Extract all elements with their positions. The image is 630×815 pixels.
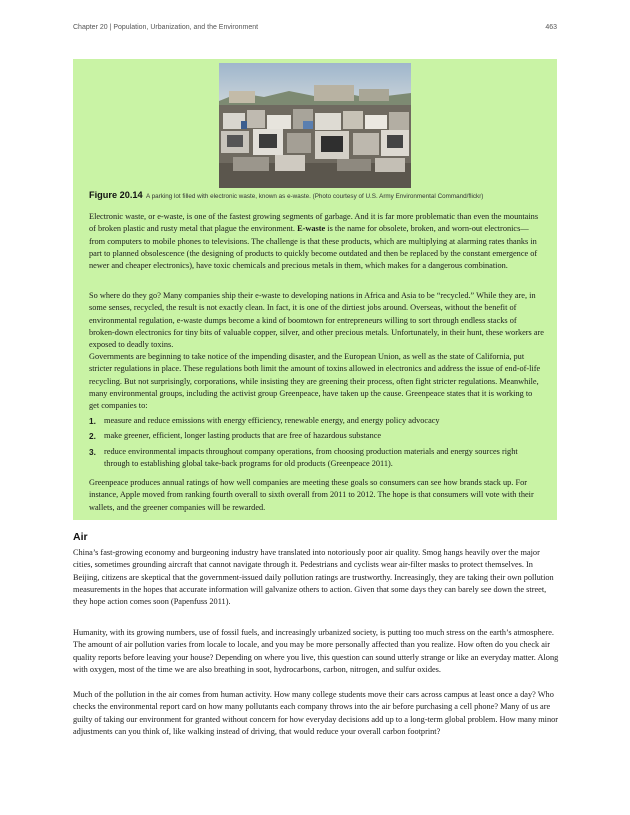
air-paragraph-1: China’s fast-growing economy and burgeoning industry have translated into notoriously poor air quality. Smog hangs heavily over the major cities, sometimes grounding aircraft that cannot navigate through it. Pedestrians and cyclists wear air-filter masks to protect themselves. In Beijing, citizens are skeptical that the government-issued daily pollution ratings are trustworthy. Increasingly, they are taking their own pollution measurements in the hopes that accurate information will galvanize others to action. Given that some days they can barely see down the street, they hope action comes soon (Papenfuss 2011). xyxy=(73,548,554,607)
chapter-title: Chapter 20 | Population, Urbanization, and the Environment xyxy=(73,24,259,31)
feature-box xyxy=(73,59,557,520)
feature-paragraph-4: Greenpeace produces annual ratings of how well companies are meeting these goals so consumers can see how brands stack up. For instance, Apple moved from ranking fourth overall to sixth overall from 2011 to 2012. The hope is that consumers will vote with their wallets, and the greener companies will be rewarded. xyxy=(89,478,534,512)
figure-caption-text: A parking lot filled with electronic waste, known as e-waste. (Photo courtesy of U.S. Army Environmental Command/flickr) xyxy=(146,193,484,200)
figure-label: Figure 20.14 xyxy=(89,190,143,200)
feature-paragraph-2: So where do they go? Many companies ship their e-waste to developing nations in Africa and Asia to be “recycled.” While they are, in some senses, recycled, the result is not exactly clean. In fact, it is one of the dirtiest jobs around. Overseas, without the benefit of environmental regulation, e-waste dumps become a kind of boomtown for entrepreneurs willing to sort through endless stacks of broken-down electronics for tiny bits of valuable copper, silver, and other precious metals. Unfortunately, in their hunt, these workers are exposed to deadly toxins. xyxy=(89,291,544,350)
list-item: 1. measure and reduce emissions with energy efficiency, renewable energy, and energy policy advocacy xyxy=(89,416,440,426)
running-head xyxy=(73,24,557,36)
air-paragraph-3: Much of the pollution in the air comes from human activity. How many college students move their cars across campus at least once a day? Who checks the environmental report card on how many pollutants each company throws into the air before purchasing a cell phone? Many of us are guilty of taking our environment for granted without concern for how everyday decisions add up to a long-term global problem. How many minor adjustments can you think of, like walking instead of driving, that would reduce your overall carbon footprint? xyxy=(73,690,559,736)
list-item: 2. make greener, efficient, longer lasting products that are free of hazardous substance xyxy=(89,431,382,442)
e-waste-term: E-waste xyxy=(297,224,326,234)
feature-paragraph-3: Governments are beginning to take notice of the impending disaster, and the European Union, as well as the state of California, put stricter regulations in place. These regulations both limit the amount of toxins allowed in electronics and address the issue of end-of-life recycling. But not surprisingly, corporations, while insisting they are greening their process, often fight stricter regulations. Meanwhile, many environmental groups, including the activist group Greenpeace, have taken up the cause. Greenpeace states that it is working to get companies to: xyxy=(89,352,541,411)
section-heading-air: Air xyxy=(73,531,88,543)
page-number: 463 xyxy=(545,24,557,31)
figure-caption xyxy=(89,190,549,202)
list-item: 3. reduce environmental impacts throughout company operations, from choosing production materials and energy sources right through to establishing global take-back programs for old products (Greenpeace 2011). xyxy=(89,446,518,468)
e-waste-photo xyxy=(219,63,411,188)
e-waste-photo-illustration xyxy=(219,63,411,188)
feature-paragraph-1: Electronic waste, or e-waste, is one of the fastest growing segments of garbage. And it is far more problematic than even the mountains of broken plastic and rusty metal that plague the environment. E-waste is the name for obsolete, broken, and worn-out electronics—from computers to mobile phones to televisions. The challenge is that these products, which are multiplying at alarming rates thanks in part to planned obsolescence (the designing of products to quickly become outdated and then be replaced by the constant emergence of newer and cheaper electronics), have toxic chemicals and precious metals in them, which makes for a dangerous combination. xyxy=(89,212,539,271)
greenpeace-goals-list xyxy=(89,415,544,473)
air-paragraph-2: Humanity, with its growing numbers, use of fossil fuels, and increasingly urbanized society, is putting too much stress on the earth’s atmosphere. The amount of air pollution varies from locale to locale, and you may be more personally affected than you realize. How often do you check air quality reports before leaving your house? Depending on where you live, this question can sound utterly strange or like an everyday matter. Along with oxygen, most of the time we are also breathing in soot, hydrocarbons, carbon, nitrogen, and sulfur oxides. xyxy=(73,628,559,674)
